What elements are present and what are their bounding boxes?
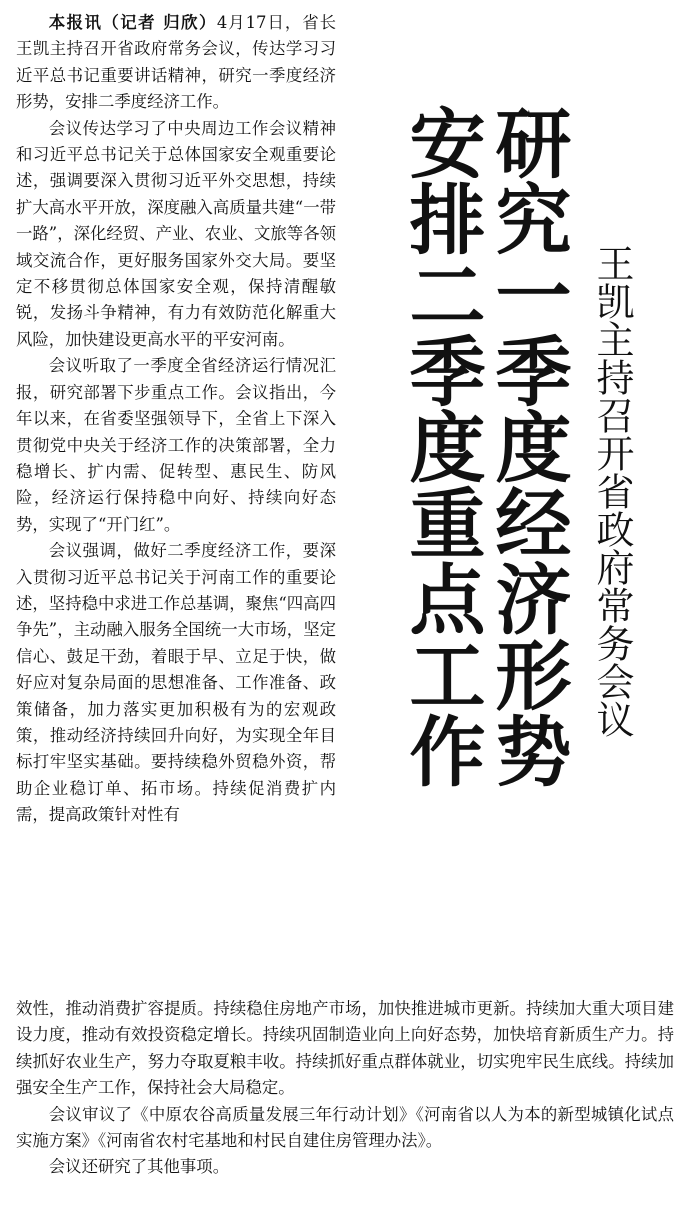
article-dateline: 本报讯（记者 归欣） [48,13,217,32]
article-paragraph-4-part-2: 效性，推动消费扩容提质。持续稳住房地产市场，加快推进城市更新。持续加大重大项目建设力度，推动有效投资稳定增长。持续巩固制造业向上向好态势，加快培育新质生产力。持续抓好农业生产，努力夺取夏粮丰收。持续抓好重点群体就业，切实兜牢民生底线。持续加强安全生产工作，保持社会大局稳定。 [16,999,674,1098]
article-paragraph-2: 会议传达学习了中央周边工作会议精神和习近平总书记关于总体国家安全观重要论述，强调要深入贯彻习近平外交思想，持续扩大高水平开放，深度融入高质量共建“一带一路”，深化经贸、产业、农业、文旅等各领域交流合作，更好服务国家外交大局。要坚定不移贯彻总体国家安全观，保持清醒敏锐，发扬斗争精神，有力有效防范化解重大风险，加快建设更高水平的平安河南。 [16,118,336,349]
article-body-full-width [16,996,674,1181]
article-paragraph-6: 会议还研究了其他事项。 [48,1157,230,1177]
article-paragraph-4-part-1: 会议强调，做好二季度经济工作，要深入贯彻习近平总书记关于河南工作的重要论述，坚持稳中求进工作总基调，聚焦“四高四争先”，主动融入服务全国统一大市场，坚定信心、鼓足干劲，着眼于早、立足于快，做好应对复杂局面的思想准备、工作准备、政策储备，加力落实更加积极有为的宏观政策，推动经济持续回升向好，为实现全年目标打牢坚实基础。要持续稳外贸稳外资，帮助企业稳订单、拓市场。持续促消费扩内需，提高政策针对性有 [16,541,336,825]
headline-subtitle: 王凯主持召开省政府常务会议 [590,244,634,738]
article-paragraph-3: 会议听取了一季度全省经济运行情况汇报，研究部署下步重点工作。会议指出，今年以来，在省委坚强领导下，全省上下深入贯彻党中央关于经济工作的决策部署，全力稳增长、扩内需、促转型、惠民生、防风险，经济运行保持稳中向好、持续向好态势，实现了“开门红”。 [16,356,336,534]
headline-line-1: 研究一季度经济形势 [483,104,572,788]
article-lead-text: 4月17日，省长王凯主持召开省政府常务会议，传达学习习近平总书记重要讲话精神，研究一季度经济形势，安排二季度经济工作。 [16,13,336,112]
article-body-narrow-column [16,10,336,829]
article-lead-paragraph [16,10,336,116]
headline-line-2: 安排二季度重点工作 [397,104,486,788]
article-paragraph-5: 会议审议了《中原农谷高质量发展三年行动计划》《河南省以人为本的新型城镇化试点实施方案》《河南省农村宅基地和村民自建住房管理办法》。 [16,1104,674,1151]
